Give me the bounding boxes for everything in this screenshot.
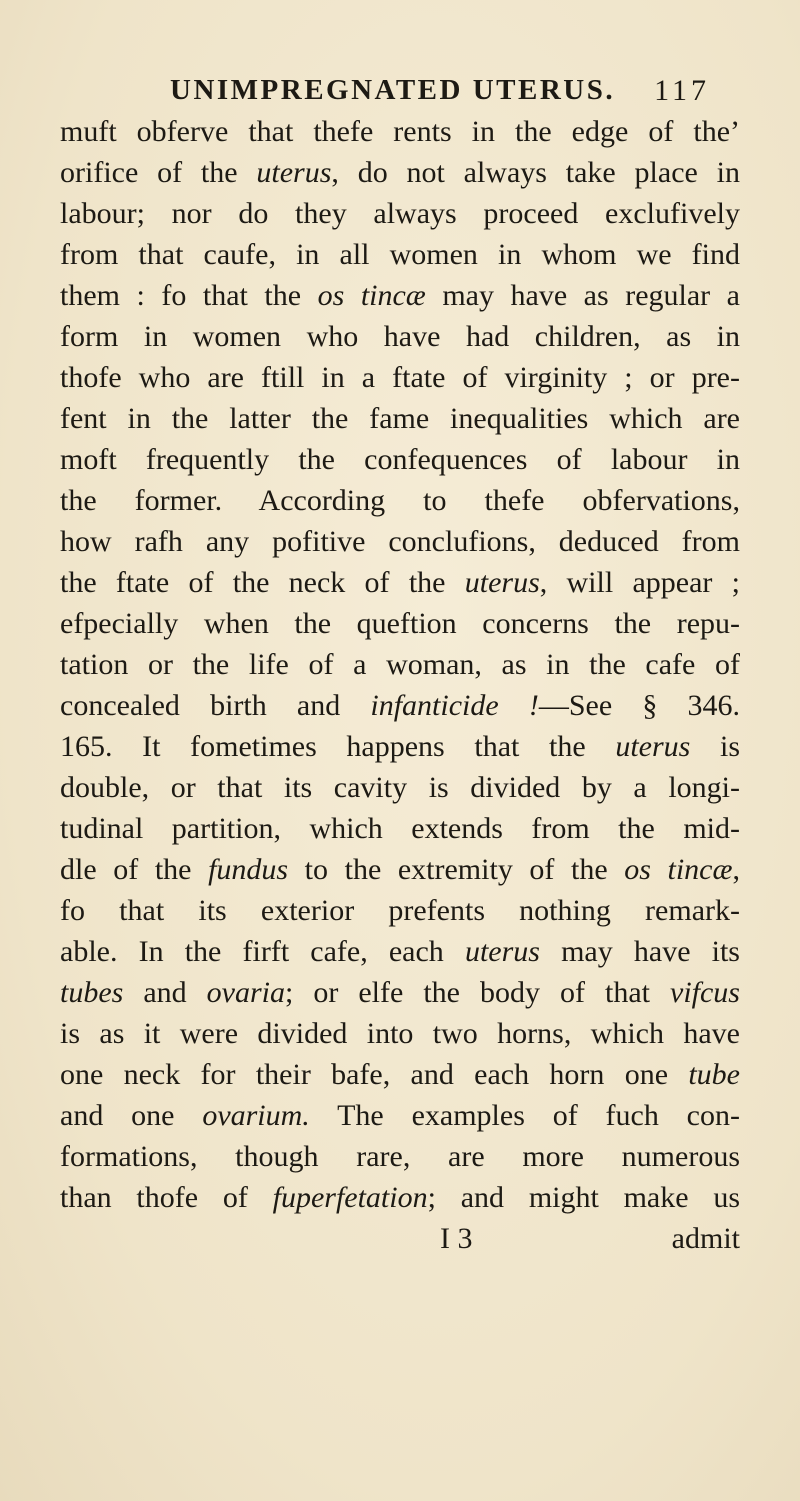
italic-run: os tincæ [317,279,426,312]
text-run: , [732,853,740,886]
text-run: concealed birth and [60,689,371,722]
text-line [60,480,740,521]
text-run: formations, though rare, are more numerous [60,1140,740,1173]
italic-run: uterus [256,156,332,189]
text-run: them : fo that the [60,279,318,312]
text-run: and one [60,1099,203,1132]
text-run: tation or the life of a woman, as in the cafe of [60,648,740,681]
italic-run: uterus [464,566,540,599]
text-line [60,767,740,808]
text-run: than thofe of [60,1181,273,1214]
text-line [60,357,740,398]
text-run: ; or elfe the body of that [285,976,670,1009]
text-run: how rafh any pofitive conclufions, deduced from [60,525,740,558]
text-run: one neck for their bafe, and each horn one [60,1058,689,1091]
text-run: from that caufe, in all women in whom we find [60,238,740,271]
page-number: 117 [654,74,710,107]
text-line [60,603,740,644]
text-line [60,111,740,152]
text-run: may have as regular a [425,279,740,312]
text-run: the former. According to thefe obfervations, [60,484,740,517]
text-run: double, or that its cavity is divided by a longi- [60,771,740,804]
italic-run: uterus [464,935,540,968]
text-run: —See § 346. [538,689,741,722]
text-line [60,275,740,316]
text-run: labour; nor do they always proceed exclufively [60,197,740,230]
text-line [60,972,740,1013]
text-run: is [690,730,740,763]
text-line [60,193,740,234]
body-text [60,111,740,1259]
text-run: orifice of the [60,156,257,189]
text-run: moft frequently the confequences of labour in [60,443,740,476]
text-run: efpecially when the queftion concerns the repu- [60,607,740,640]
text-line [60,439,740,480]
text-line [60,1177,740,1218]
italic-run: fundus [208,853,289,886]
italic-run: fuperfetation [272,1181,428,1214]
text-run: , will appear ; [539,566,740,599]
text-line [60,849,740,890]
text-run: may have its [539,935,740,968]
text-run: fo that its exterior prefents nothing remark- [60,894,740,927]
signature-mark: I 3 [440,1222,473,1255]
text-run: fent in the latter the fame inequalities which are [60,402,740,435]
footer-line [60,1218,740,1259]
text-run: tudinal partition, which extends from the mid- [60,812,740,845]
text-run: thofe who are ftill in a ftate of virginity ; or pre- [60,361,740,394]
text-run: The examples of fuch con- [309,1099,740,1132]
text-line [60,1095,740,1136]
text-run: able. In the firft cafe, each [60,935,465,968]
italic-run: tubes [60,976,124,1009]
text-run: 165. It fometimes happens that the [60,730,616,763]
text-line [60,808,740,849]
text-line [60,1013,740,1054]
text-run: the ftate of the neck of the [60,566,465,599]
text-line [60,685,740,726]
text-run: to the extremity of the [288,853,625,886]
text-line [60,316,740,357]
text-line [60,644,740,685]
italic-run: tube [688,1058,740,1091]
text-run: muft obferve that thefe rents in the edge of the’ [60,115,740,148]
italic-run: vifcus [670,976,740,1009]
text-run: ; and might make us [427,1181,741,1214]
text-line [60,890,740,931]
text-line [60,398,740,439]
italic-run: ovaria [206,976,285,1009]
text-line [60,152,740,193]
text-line [60,1136,740,1177]
text-line [60,1054,740,1095]
text-run: is as it were divided into two horns, which have [60,1017,740,1050]
text-line [60,562,740,603]
text-run: dle of the [60,853,209,886]
text-run: form in women who have had children, as in [60,320,740,353]
italic-run: infanticide ! [370,689,539,722]
running-head [170,74,710,114]
italic-run: uterus [615,730,691,763]
text-line [60,931,740,972]
italic-run: ovarium. [202,1099,310,1132]
running-title: UNIMPREGNATED UTERUS. [170,74,616,106]
catchword: admit [671,1222,740,1255]
text-run: , do not always take place in [331,156,740,189]
italic-run: os tincæ [624,853,733,886]
text-run: and [123,976,207,1009]
text-line [60,234,740,275]
text-line [60,726,740,767]
text-line [60,521,740,562]
